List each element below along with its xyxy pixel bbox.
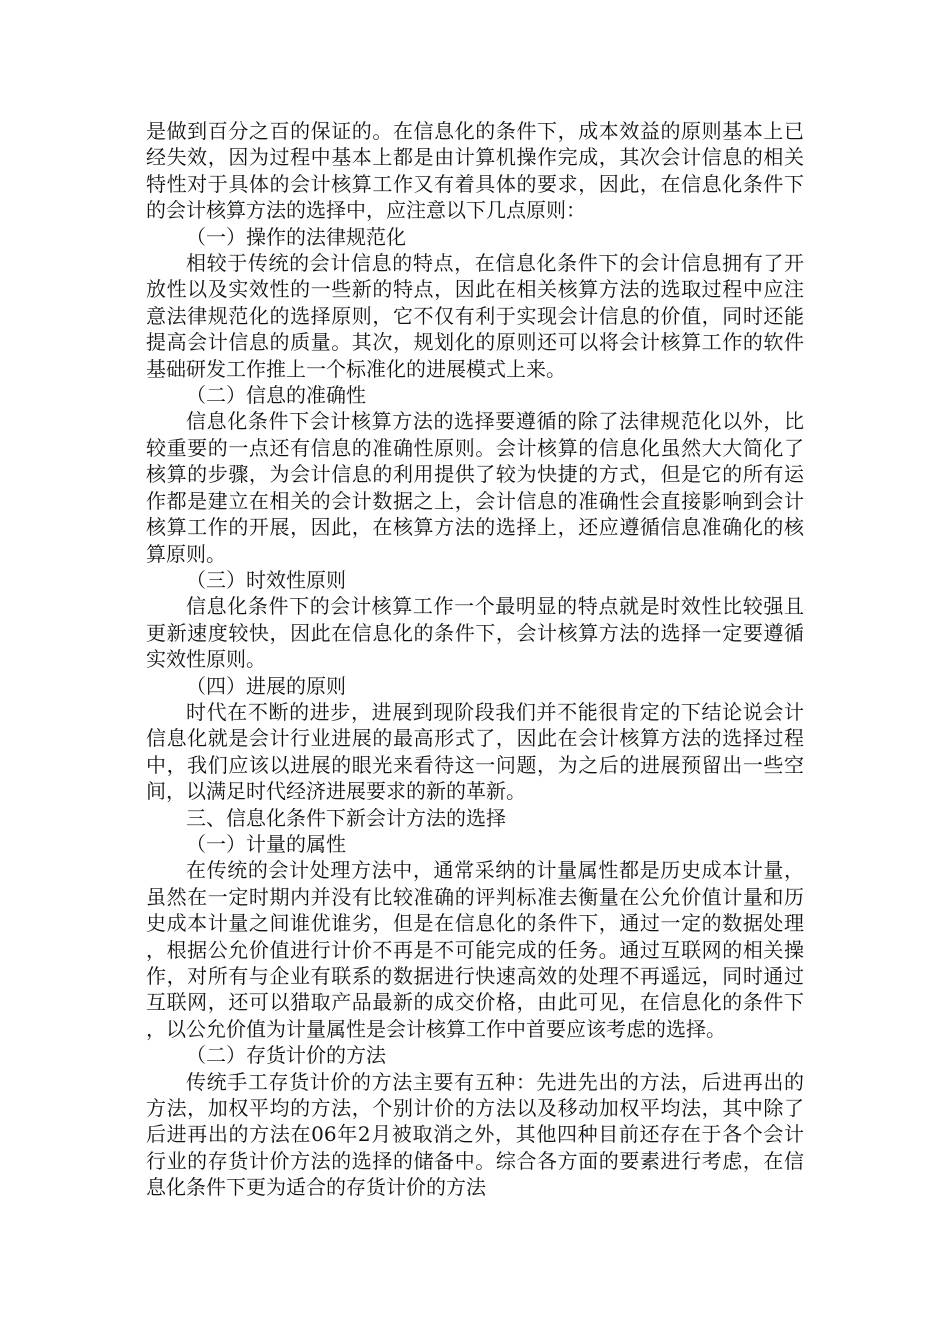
paragraph-development-principle: 时代在不断的进步，进展到现阶段我们并不能很肯定的下结论说会计信息化就是会计行业进展的最高形式了，因此在会计核算方法的选择过程中，我们应该以进展的眼光来看待这一问题，为之后的进展预留出一些空间，以满足时代经济进展要求的新的革新。 xyxy=(146,699,804,804)
heading-measurement-attribute: （一）计量的属性 xyxy=(186,831,346,856)
heading-inventory-valuation: （二）存货计价的方法 xyxy=(186,1043,386,1068)
document-page xyxy=(146,118,804,1201)
paragraph-intro-continued: 是做到百分之百的保证的。在信息化的条件下，成本效益的原则基本上已经失效，因为过程中基本上都是由计算机操作完成，其次会计信息的相关特性对于具体的会计核算工作又有着具体的要求，因此，在信息化条件下的会计核算方法的选择中，应注意以下几点原则： xyxy=(146,119,804,223)
paragraph-information-accuracy: 信息化条件下会计核算方法的选择要遵循的除了法律规范化以外，比较重要的一点还有信息的准确性原则。会计核算的信息化虽然大大简化了核算的步骤，为会计信息的利用提供了较为快捷的方式，但是它的所有运作都是建立在相关的会计数据之上，会计信息的准确性会直接影响到会计核算工作的开展，因此，在核算方法的选择上，还应遵循信息准确化的核算原则。 xyxy=(146,409,804,566)
paragraph-legal-standardization: 相较于传统的会计信息的特点，在信息化条件下的会计信息拥有了开放性以及实效性的一些新的特点，因此在相关核算方法的选取过程中应注意法律规范化的选择原则，它不仅有利于实现会计信息的价值，同时还能提高会计信息的质量。其次，规划化的原则还可以将会计核算工作的软件基础研发工作推上一个标准化的进展模式上来。 xyxy=(146,251,804,381)
heading-development-principle: （四）进展的原则 xyxy=(186,673,346,698)
paragraph-inventory-valuation: 传统手工存货计价的方法主要有五种：先进先出的方法，后进再出的方法，加权平均的方法，个别计价的方法以及移动加权平均法，其中除了后进再出的方法在06年2月被取消之外，其他四种目前还存在于各个会计行业的存货计价方法的选择的储备中。综合各方面的要素进行考虑，在信息化条件下更为适合的存货计价的方法 xyxy=(146,1069,804,1200)
heading-information-accuracy: （二）信息的准确性 xyxy=(186,383,366,408)
section-heading-three: 三、信息化条件下新会计方法的选择 xyxy=(186,805,506,830)
heading-timeliness-principle: （三）时效性原则 xyxy=(186,567,346,592)
paragraph-timeliness-principle: 信息化条件下的会计核算工作一个最明显的特点就是时效性比较强且更新速度较快，因此在信息化的条件下，会计核算方法的选择一定要遵循实效性原则。 xyxy=(146,594,804,672)
paragraph-measurement-attribute: 在传统的会计处理方法中，通常采纳的计量属性都是历史成本计量，虽然在一定时期内并没有比较准确的评判标准去衡量在公允价值计量和历史成本计量之间谁优谁劣，但是在信息化的条件下，通过一定的数据处理，根据公允价值进行计价不再是不可能完成的任务。通过互联网的相关操作，对所有与企业有联系的数据进行快速高效的处理不再遥远，同时通过互联网，还可以猎取产品最新的成交价格，由此可见，在信息化的条件下，以公允价值为计量属性是会计核算工作中首要应该考虑的选择。 xyxy=(146,858,804,1041)
heading-legal-standardization: （一）操作的法律规范化 xyxy=(186,224,406,249)
